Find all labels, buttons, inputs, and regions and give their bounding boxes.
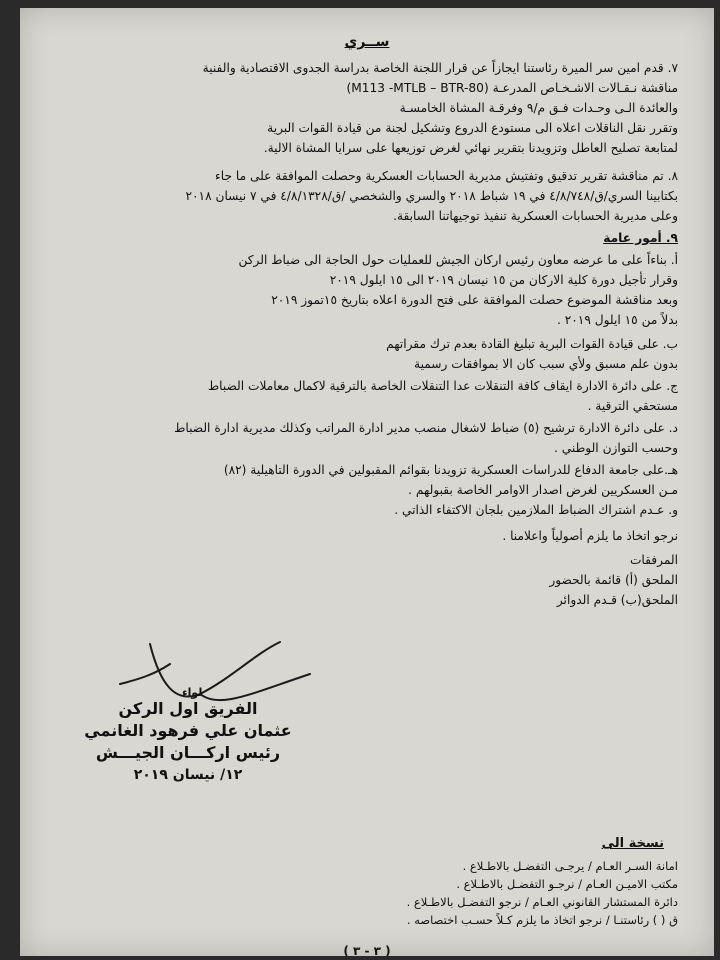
copy-line-4: ق ( ) رئاستنـا / نرجو اتخاذ ما يلزم كـلاً حسـب اختصاصه . — [406, 913, 678, 927]
paragraph-7-line-2: مناقشة نـقـالات الاشـخـاص المدرعـة (M113 -MTLB – BTR-80) — [346, 81, 678, 95]
paragraph-7-line-1: ٧. قدم امين سر الميرة رئاستنا ايجازاً عن قرار اللجنة الخاصة بدراسة الجدوى الاقتصادية والفنية — [202, 61, 678, 75]
item-c-line-2: مستحقي الترقية . — [587, 399, 678, 413]
attachment-b: الملحق(ب) قـدم الدوائر — [556, 593, 678, 607]
copy-to-title: نسخة الى — [601, 836, 664, 851]
item-b-line-1: ب. على قيادة القوات البرية تبليغ القادة بعدم ترك مقراتهم — [386, 337, 678, 351]
item-a-line-3: وبعد مناقشة الموضوع حصلت الموافقة على فتح الدورة اعلاه بتاريخ ١٥تموز ٢٠١٩ — [271, 293, 678, 307]
paragraph-8-line-3: وعلى مديرية الحسابات العسكرية تنفيذ توجيهاتنا السابقة. — [393, 209, 678, 223]
page-number: ( ٣ - ٣ ) — [343, 944, 391, 956]
item-e-line-2: مـن العسكريين لغرض اصدار الاوامر الخاصة بقبولهم . — [408, 483, 678, 497]
signer-name: عثمان علي فرهود الغانمي — [84, 721, 292, 740]
section-general-matters: ٩. أمور عامة — [603, 231, 678, 245]
item-c-line-1: ج. على دائرة الادارة ايقاف كافة التنقلات عدا التنقلات الخاصة بالترقية لاكمال معاملات الضباط — [207, 379, 678, 393]
copy-line-1: امانة السـر العـام / يرجـى التفضـل بالاطـلاع . — [462, 859, 678, 873]
signer-rank: الفريق اول الركن — [118, 699, 258, 718]
item-d-line-1: د. على دائرة الادارة ترشيح (٥) ضباط لاشغال منصب مدير ادارة المراتب وكذلك مديرية ادارة الضباط — [174, 421, 678, 435]
paragraph-8-line-2: بكتابينا السري/ق/٤/٨/٧٤٨ في ١٩ شباط ٢٠١٨ والسري والشخصي /ق/٤/٨/١٣٢٨ في ٧ نيسان ٢٠١٨ — [185, 189, 678, 203]
item-f-line: و. عـدم اشتراك الضباط الملازمين بلجان الاكتفاء الذاتي . — [394, 503, 678, 517]
copy-line-2: مكتب الاميـن العـام / نرجـو التفضـل بالاطـلاع . — [456, 877, 678, 891]
paragraph-7-line-3: والعائدة الـى وحـدات فـق م/٩ وفرقـة المشاة الخامسـة — [399, 101, 678, 115]
item-a-line-1: أ. بناءاً على ما عرضه معاون رئيس اركان الجيش للعمليات حول الحاجة الى ضباط الركن — [238, 253, 678, 267]
document-page — [20, 8, 714, 956]
paragraph-8-line-1: ٨. تم مناقشة تقرير تدقيق وتفتيش مديرية الحسابات العسكرية وحصلت الموافقة على ما جاء — [215, 169, 678, 183]
classification-mark: ســري — [344, 34, 390, 50]
item-e-line-1: هـ.على جامعة الدفاع للدراسات العسكرية تزويدنا بقوائم المقبولين في الدورة التاهيلية (٨٢) — [223, 463, 678, 477]
item-b-line-2: بدون علم مسبق ولأي سبب كان الا بموافقات رسمية — [414, 357, 678, 371]
signature-date: ١٢/ نيسان ٢٠١٩ — [133, 767, 243, 783]
copy-line-3: دائرة المستشار القانوني العـام / نرجو التفضـل بالاطـلاع . — [406, 895, 678, 909]
attachments-title: المرفقات — [629, 553, 678, 567]
item-a-line-4: بدلاً من ١٥ ايلول ٢٠١٩ . — [556, 313, 678, 327]
paragraph-7-line-4: وتقرر نقل الناقلات اعلاه الى مستودع الدروع وتشكيل لجنة من قيادة القوات البرية — [267, 121, 678, 135]
document-body — [20, 8, 714, 956]
attachment-a: الملحق (أ) قائمة بالحضور — [549, 573, 678, 587]
item-d-line-2: وحسب التوازن الوطني . — [554, 441, 678, 455]
closing-request: نرجو اتخاذ ما يلزم أصولياً واعلامنا . — [502, 529, 678, 543]
item-a-line-2: وقرار تأجيل دورة كلية الاركان من ١٥ نيسان ٢٠١٩ الى ١٥ ايلول ٢٠١٩ — [329, 273, 678, 287]
signature-initial: لواء — [182, 686, 203, 699]
signer-title: رئيس اركـــان الجيـــش — [95, 743, 281, 762]
signature-block — [58, 698, 318, 786]
paragraph-7-line-5: لمتابعة تصليح العاطل وتزويدنا بتقرير نهائي لغرض توزيعها على سرايا المشاة الالية. — [263, 141, 678, 155]
